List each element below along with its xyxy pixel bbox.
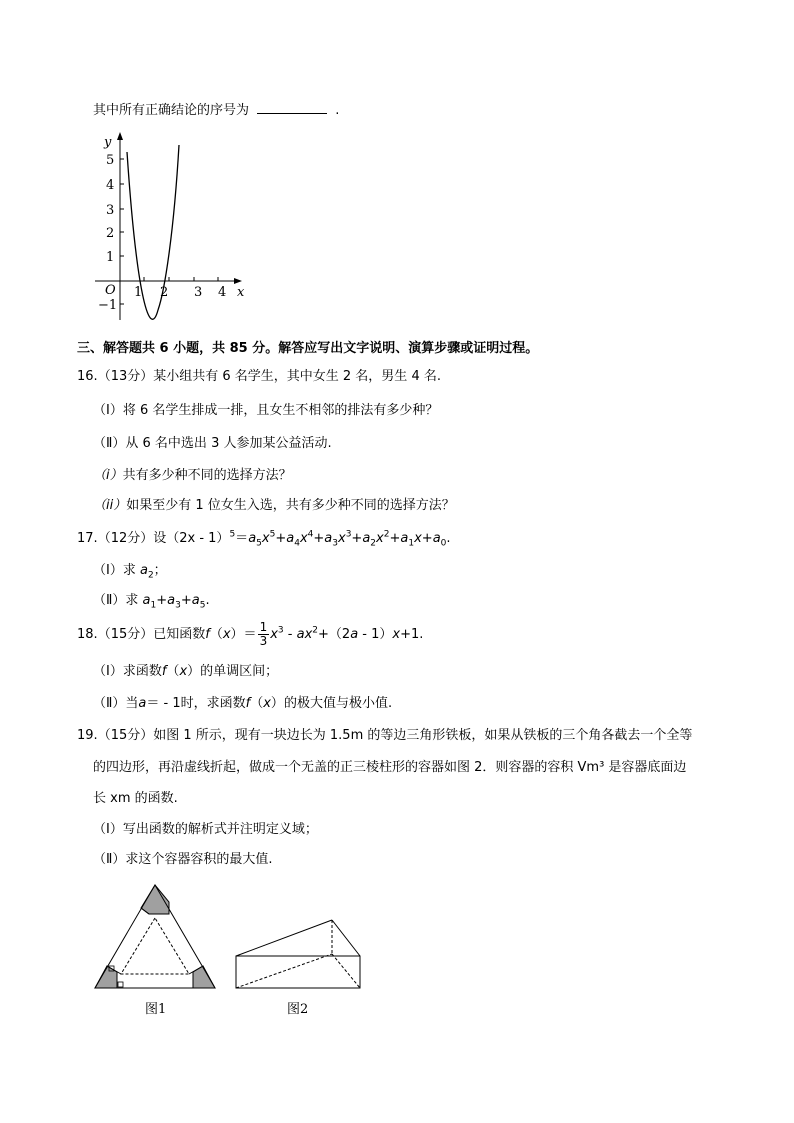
answer-prompt-text: 其中所有正确结论的序号为	[93, 103, 250, 118]
q19-part2: （Ⅱ）求这个容器容积的最大值.	[93, 852, 273, 867]
q17-part2	[93, 591, 210, 611]
x-ticks	[144, 277, 218, 281]
q16-sub-i-text: 共有多少种不同的选择方法？	[122, 468, 292, 483]
figure1-triangle	[93, 882, 223, 992]
figure2-caption: 图2	[287, 1002, 309, 1017]
svg-text:1: 1	[106, 250, 115, 265]
answer-prompt-suffix: .	[335, 103, 340, 118]
section-heading: 三、解答题共 6 小题，共 85 分。解答应写出文字说明、演算步骤或证明过程。	[77, 341, 539, 356]
q18-part1-b: 的单调区间；	[200, 664, 279, 679]
q17-stem	[77, 529, 451, 549]
q16-sub-i-mark: （i）	[93, 468, 123, 483]
parabola-graph	[90, 130, 270, 330]
origin-label: O	[105, 283, 116, 298]
figure1-caption: 图1	[145, 1002, 167, 1017]
q18-part1-func: f（x）	[161, 664, 201, 679]
q19-line1-text: 如图 1 所示，现有一块边长为 1.5m 的等边三角形铁板，如果从铁板的三个角各截去一个全等	[153, 728, 693, 743]
svg-text:3: 3	[106, 203, 115, 218]
svg-text:2: 2	[160, 285, 169, 300]
q19-line1	[77, 726, 692, 746]
q19-part1: （Ⅰ）写出函数的解析式并注明定义域；	[93, 822, 318, 837]
answer-prompt-line	[93, 101, 339, 121]
q17-number: 17.	[77, 531, 98, 546]
svg-text:5: 5	[106, 153, 115, 168]
q17-score: （12分）	[97, 531, 154, 546]
q18-part2-a: （Ⅱ）当	[93, 696, 139, 711]
q18-stem	[77, 621, 423, 649]
x-tick-labels	[134, 285, 226, 300]
q18-stem-text: 已知函数	[153, 627, 206, 642]
q17-part1-end: ；	[153, 563, 167, 578]
q16-sub-ii-text: 如果至少有 1 位女生入选，共有多少种不同的选择方法？	[126, 498, 455, 513]
q18-fraction: $\frac{1}{3}$	[259, 620, 268, 648]
q17-part1-text: （Ⅰ）求	[93, 563, 140, 578]
q19-score: （15分）	[97, 728, 154, 743]
y-axis-arrow	[117, 132, 123, 140]
q16-sub-i	[93, 466, 292, 486]
q16-stem-text: 某小组共有 6 名学生，其中女生 2 名，男生 4 名.	[153, 369, 441, 384]
svg-text:2: 2	[106, 226, 115, 241]
q18-number: 18.	[77, 627, 98, 642]
q16-number: 16.	[77, 369, 98, 384]
svg-text:4: 4	[106, 178, 115, 193]
q16-stem	[77, 367, 441, 387]
svg-text:−1: −1	[98, 298, 118, 313]
q18-part2	[93, 694, 392, 714]
q18-part2-func: f（x）	[245, 696, 284, 711]
q16-score: （13分）	[97, 369, 154, 384]
q17-stem-text: 设（2x - 1）	[153, 531, 230, 546]
q19-number: 19.	[77, 728, 98, 743]
q17-part1-math: $a_2$	[139, 563, 154, 581]
answer-blank	[257, 101, 327, 114]
svg-text:1: 1	[134, 285, 143, 300]
q16-sub-ii	[93, 496, 455, 516]
q18-part1	[93, 662, 278, 682]
q16-part2: （Ⅱ）从 6 名中选出 3 人参加某公益活动.	[93, 436, 332, 451]
q16-part1: （Ⅰ）将 6 名学生排成一排，且女生不相邻的排法有多少种？	[93, 403, 439, 418]
q16-sub-ii-mark: （ii）	[93, 498, 127, 513]
q17-part1	[93, 561, 167, 581]
figure2-prism	[232, 916, 367, 991]
q17-formula: $^5=a_5x^5+a_4x^4+a_3x^3+a_2x^2+a_1x+a_0$.	[229, 529, 451, 549]
q19-line3: 长 xm 的函数.	[93, 791, 178, 806]
svg-text:3: 3	[194, 285, 203, 300]
y-axis-label: y	[104, 135, 112, 150]
y-ticks	[120, 159, 124, 304]
q18-part2-b: 时，求函数	[180, 696, 246, 711]
q18-part2-c: 的极大值与极小值.	[283, 696, 393, 711]
q18-part2-cond: a＝ - 1	[138, 696, 181, 711]
q18-part1-a: （Ⅰ）求函数	[93, 664, 162, 679]
x-axis-label: x	[237, 285, 245, 300]
shaded-corner-top	[141, 885, 169, 914]
q19-line2: 的四边形，再沿虚线折起，做成一个无盖的正三棱柱形的容器如图 2．则容器的容积 Vm³ 是容器底面边	[93, 760, 687, 775]
q17-part2-text: （Ⅱ）求	[93, 593, 143, 608]
q18-score: （15分）	[97, 627, 154, 642]
q17-part2-math: $a_1+a_3+a_5$.	[142, 593, 210, 611]
q18-formula: f（x）＝ $\frac{1}{3}$ $x^3 - ax^2+(2a - 1)x+1$.	[205, 620, 424, 648]
svg-text:4: 4	[218, 285, 227, 300]
x-axis-arrow	[234, 278, 242, 284]
